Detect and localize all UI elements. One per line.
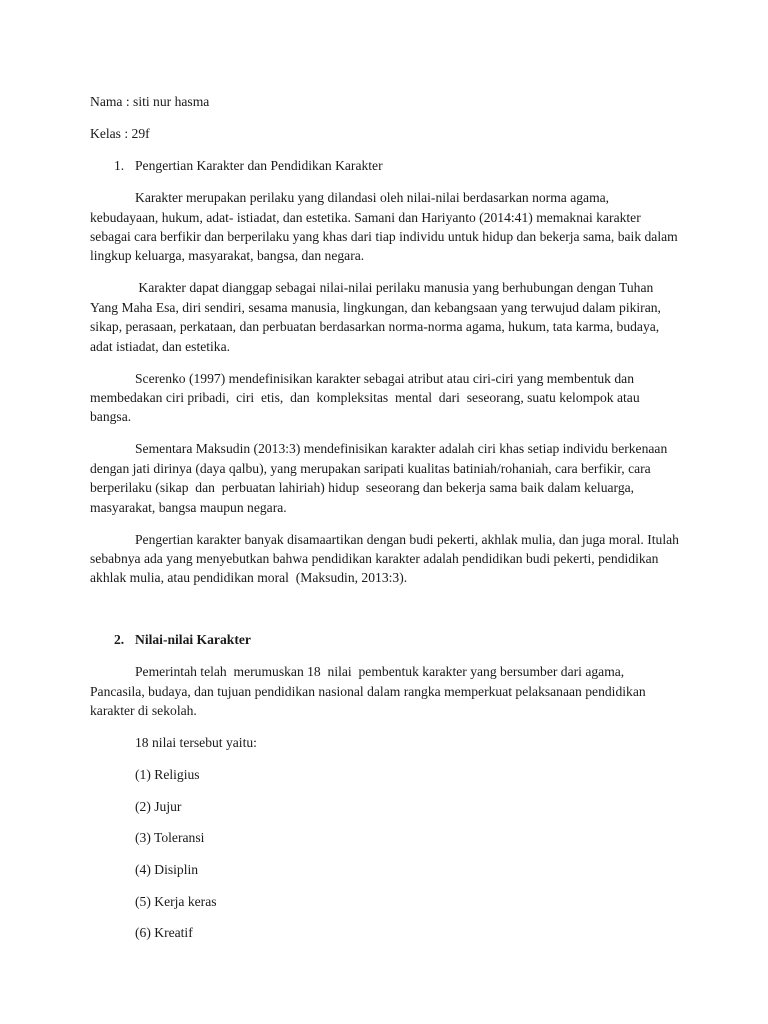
section-1-number: 1. xyxy=(114,158,125,173)
list-item: (3) Toleransi xyxy=(135,830,205,846)
paragraph: Sementara Maksudin (2013:3) mendefinisikan karakter adalah ciri khas setiap individu berkenaan dengan jati dirinya (daya qalbu), yang merupakan saripati kualitas batiniah/rohaniah, cara berfikir, cara berperilaku (sikap dan perbuatan lahiriah) hidup seseorang dan bekerja sama baik dalam keluarga, masyarakat, bangsa maupun negara. xyxy=(90,441,671,515)
paragraph: Pengertian karakter banyak disamaartikan dengan budi pekerti, akhlak mulia, dan juga moral. Itulah sebabnya ada yang menyebutkan bahwa pendidikan karakter adalah pendidikan budi pekerti, pendidikan akhlak mulia, atau pendidikan moral (Maksudin, 2013:3). xyxy=(90,531,683,586)
section-2-heading xyxy=(90,630,680,649)
list-item: (4) Disiplin xyxy=(135,862,199,878)
student-class: Kelas : 29f xyxy=(90,126,150,141)
document-page xyxy=(90,92,683,955)
section-1-title: Pengertian Karakter dan Pendidikan Karakter xyxy=(135,158,383,173)
values-list xyxy=(90,765,680,943)
list-item: (5) Kerja keras xyxy=(135,893,217,909)
list-item: (2) Jujur xyxy=(135,798,182,814)
list-item: (6) Kreatif xyxy=(135,925,193,941)
paragraph: Pemerintah telah merumuskan 18 nilai pembentuk karakter yang bersumber dari agama, Pancasila, budaya, dan tujuan pendidikan nasional dalam rangka memperkuat pelaksanaan pendidikan karakter di sekolah. xyxy=(90,664,650,718)
paragraph: Karakter dapat dianggap sebagai nilai-nilai perilaku manusia yang berhubungan dengan Tuhan Yang Maha Esa, diri sendiri, sesama manusia, lingkungan, dan kebangsaan yang terwujud dalam pikiran, sikap, perasaan, perkataan, dan perbuatan berdasarkan norma-norma agama, hukum, tata karma, budaya, adat istiadat, dan estetika. xyxy=(90,280,665,354)
list-item: (1) Religius xyxy=(135,766,200,782)
section-2-number: 2. xyxy=(114,631,125,647)
values-list-intro: 18 nilai tersebut yaitu: xyxy=(135,734,257,750)
section-1-heading xyxy=(90,156,680,175)
paragraph: Scerenko (1997) mendefinisikan karakter sebagai atribut atau ciri-ciri yang membentuk dan membedakan ciri pribadi, ciri etis, dan kompleksitas mental dari seseorang, suatu kelompok atau bangsa. xyxy=(90,370,644,425)
section-2-title: Nilai-nilai Karakter xyxy=(135,631,251,647)
paragraph: Karakter merupakan perilaku yang dilandasi oleh nilai-nilai berdasarkan norma agama, kebudayaan, hukum, adat- istiadat, dan estetika. Samani dan Hariyanto (2014:41) memaknai karakter sebagai cara berfikir dan berperilaku yang khas dari tiap individu untuk hidup dan bekerja sama, baik dalam lingkup keluarga, masyarakat, bangsa, dan negara. xyxy=(90,190,678,264)
student-name: Nama : siti nur hasma xyxy=(90,94,210,109)
